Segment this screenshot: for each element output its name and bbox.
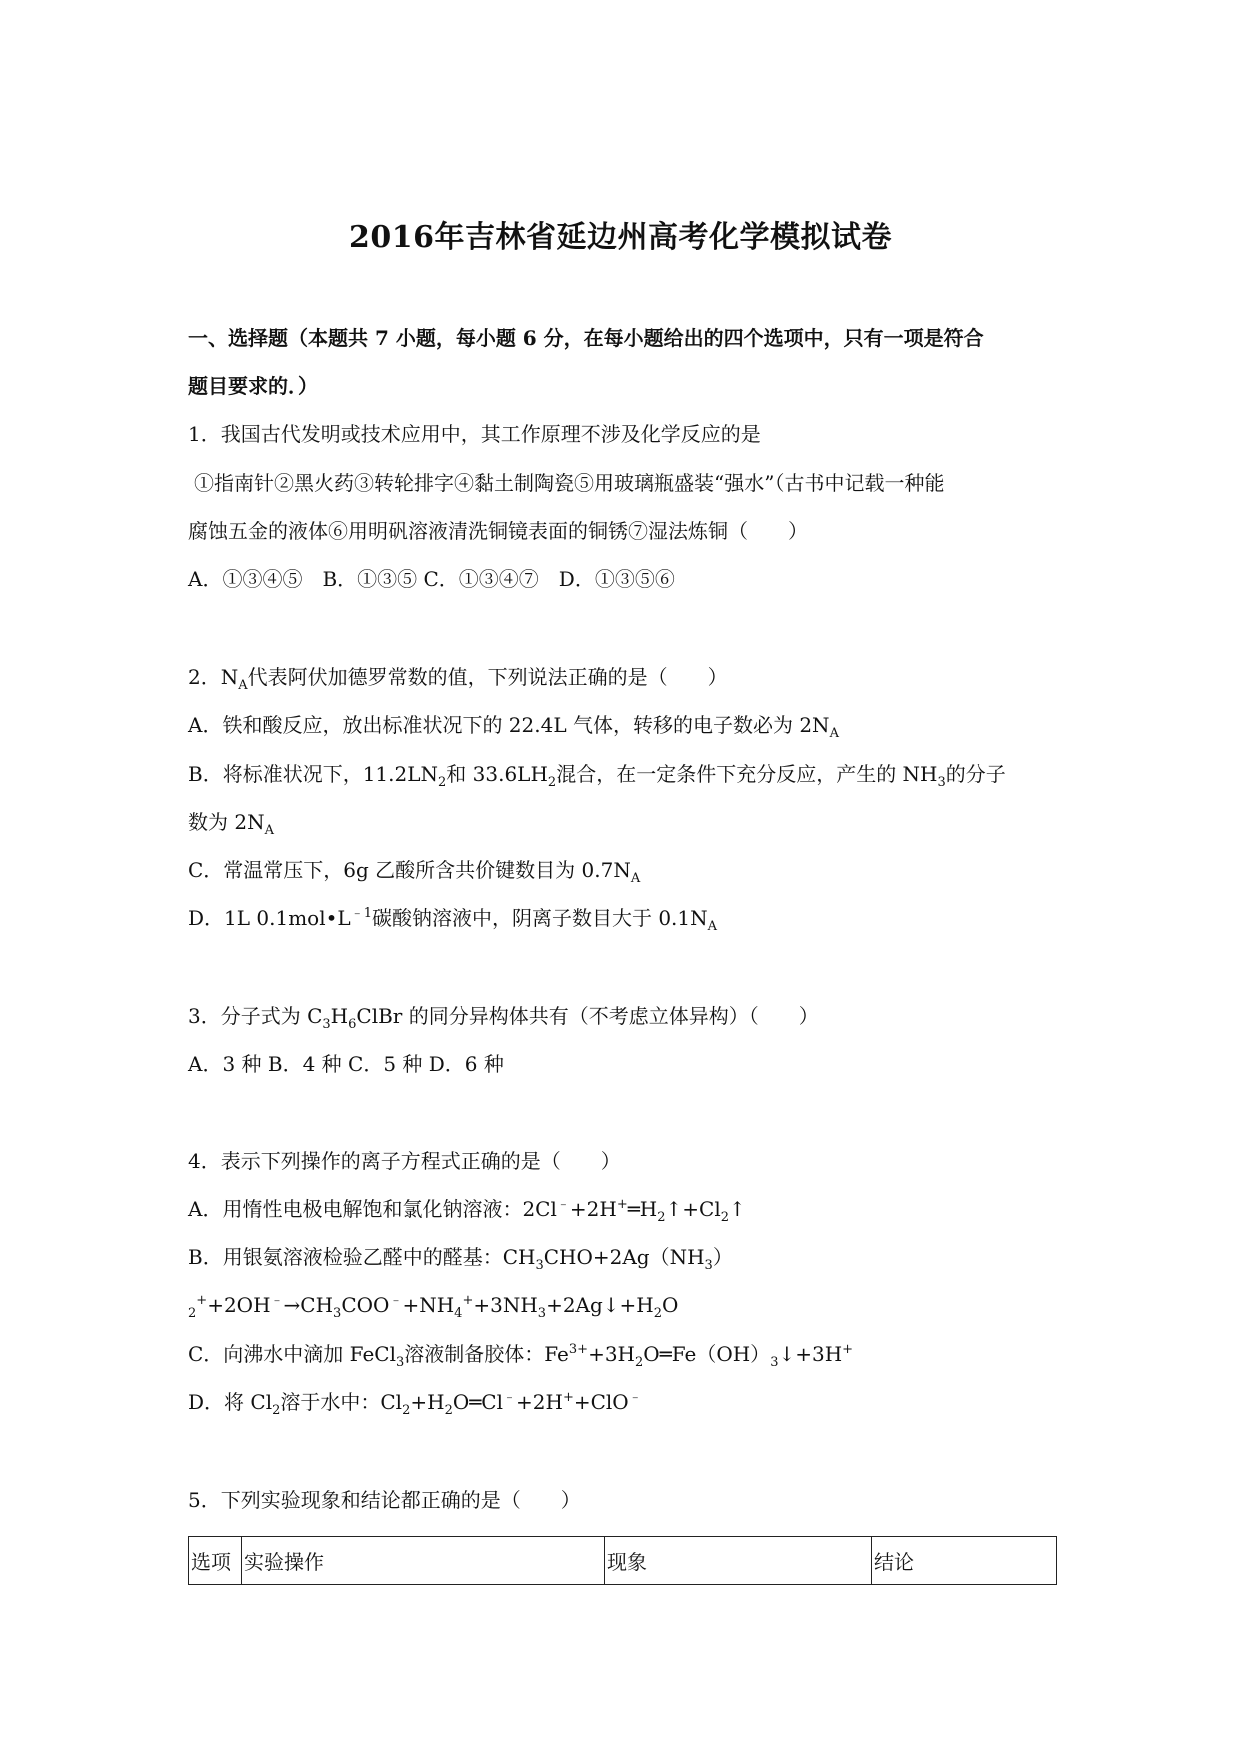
q2-option-a: A．铁和酸反应，放出标准状况下的 22.4L 气体，转移的电子数必为 $2N_A$ xyxy=(188,713,839,741)
q1-items-cont: 腐蚀五金的液体⑥用明矾溶液清洗铜镜表面的铜锈⑦湿法炼铜（ ） xyxy=(188,519,808,543)
section-heading: 一、选择题（本题共 7 小题，每小题 6 分，在每小题给出的四个选项中，只有一项是符合 xyxy=(188,326,984,350)
q2-stem: 2．$N_A$代表阿伏加德罗常数的值，下列说法正确的是（ ） xyxy=(188,665,728,693)
q4-option-d: D．将 $Cl_2$溶于水中：$Cl_2+H_2O═Cl^﹣+2H^++ClO^﹣$ xyxy=(188,1390,642,1418)
table-header-cell: 现象 xyxy=(605,1537,872,1585)
q5-stem: 5．下列实验现象和结论都正确的是（ ） xyxy=(188,1488,581,1512)
q4-option-b-cont: $_2^++2OH^﹣\to CH_3COO^﹣+NH_4^++3NH_3+2Ag↓+H_2O$ xyxy=(188,1293,679,1321)
q2-option-b: B．将标准状况下，$11.2LN_2$和 $33.6LH_2$混合，在一定条件下充分反应，产生的 $NH_3$的分子 xyxy=(188,762,1006,790)
table-header-cell: 选项 xyxy=(189,1537,242,1585)
q2-option-c: C．常温常压下，6g 乙酸所含共价键数目为 $0.7N_A$ xyxy=(188,858,641,886)
q3-stem: 3．分子式为 $C_3H_6ClBr$ 的同分异构体共有（不考虑立体异构）（ ） xyxy=(188,1004,819,1032)
table-header-cell: 实验操作 xyxy=(242,1537,605,1585)
q2-option-d: D．1L $0.1mol•L^{﹣1}$碳酸钠溶液中，阴离子数目大于 $0.1N_A$ xyxy=(188,906,718,934)
q4-option-b: B．用银氨溶液检验乙醛中的醛基：$CH_3CHO+2Ag(NH_3)$ xyxy=(188,1245,733,1273)
q2-option-b-cont: 数为 $2N_A$ xyxy=(188,810,274,838)
q1-options: A．①③④⑤ B．①③⑤ C．①③④⑦ D．①③⑤⑥ xyxy=(188,567,675,591)
q5-table xyxy=(188,1536,1057,1585)
q3-options: A．3 种 B．4 种 C．5 种 D．6 种 xyxy=(188,1052,504,1076)
q4-stem: 4．表示下列操作的离子方程式正确的是（ ） xyxy=(188,1149,621,1173)
page-title: 2016年吉林省延边州高考化学模拟试卷 xyxy=(349,220,892,255)
q1-items: ①指南针②黑火药③转轮排字④黏土制陶瓷⑤用玻璃瓶盛装“强水”（古书中记载一种能 xyxy=(194,471,945,495)
table-header-cell: 结论 xyxy=(872,1537,1057,1585)
q4-option-c: C．向沸水中滴加 FeCl$_3$溶液制备胶体：$Fe^{3+}+3H_2O═Fe(OH)_3↓+3H^+$ xyxy=(188,1342,854,1370)
q1-stem: 1．我国古代发明或技术应用中，其工作原理不涉及化学反应的是 xyxy=(188,422,761,446)
section-heading-cont: 题目要求的．） xyxy=(188,374,318,398)
table-header-row xyxy=(189,1537,1057,1585)
q4-option-a: A．用惰性电极电解饱和氯化钠溶液：$2Cl^﹣+2H^+═H_2↑+Cl_2↑$ xyxy=(188,1197,746,1225)
